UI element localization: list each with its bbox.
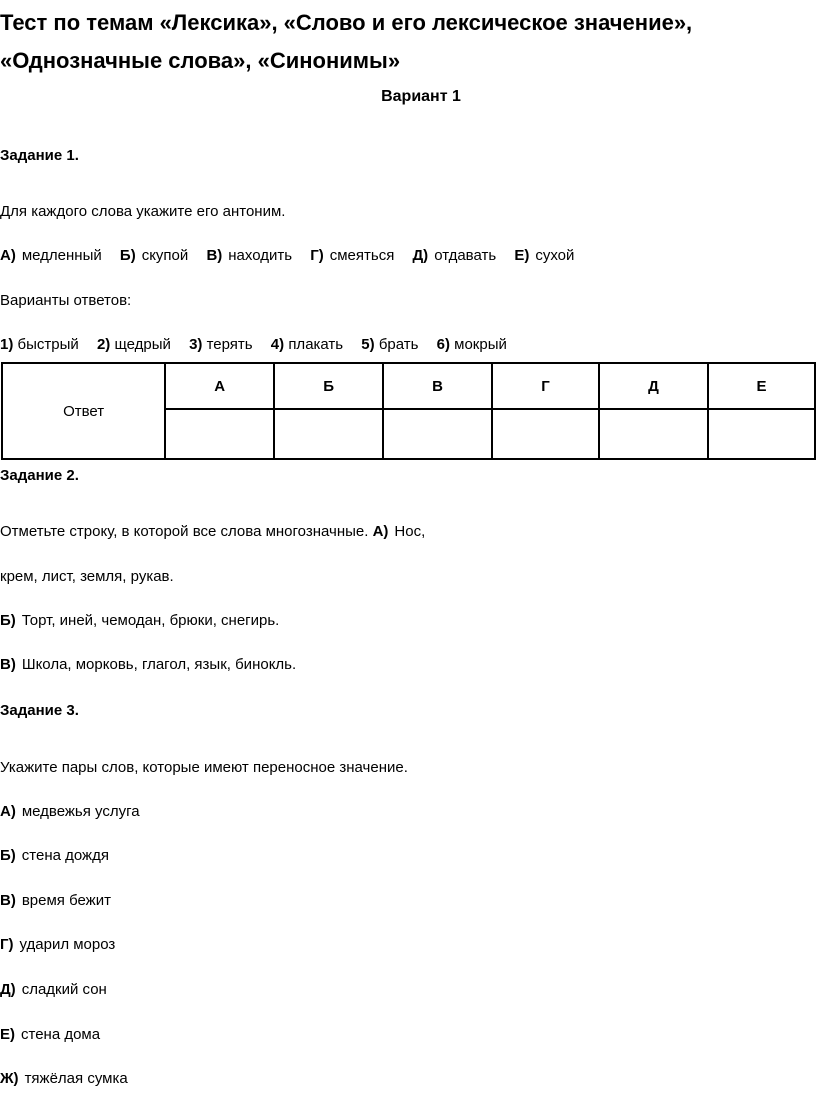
task3-item: Ж) тяжёлая сумка (0, 1070, 128, 1087)
task2-option-a-cont: крем, лист, земля, рукав. (0, 568, 174, 585)
task3-item: Д) сладкий сон (0, 981, 107, 998)
answer-cell[interactable] (274, 409, 383, 459)
word-option: Б) скупой (119, 247, 189, 264)
variant-heading: Вариант 1 (381, 88, 461, 105)
answer-table (1, 362, 816, 460)
task3-item: А) медвежья услуга (0, 803, 140, 820)
task1-answers (0, 335, 521, 355)
answer-cell[interactable] (383, 409, 492, 459)
task1-words (0, 246, 588, 266)
task3-item: Е) стена дома (0, 1026, 101, 1043)
task3-heading: Задание 3. (0, 702, 79, 719)
task2-instruction-line: Отметьте строку, в которой все слова многозначные. А) Нос, (0, 523, 426, 540)
task1-heading: Задание 1. (0, 147, 79, 164)
word-option: Е) сухой (514, 247, 575, 264)
word-option: В) находить (206, 247, 293, 264)
answer-cell[interactable] (708, 409, 815, 459)
task2-option-c: В) Школа, морковь, глагол, язык, бинокль. (0, 656, 297, 673)
answer-option: 3) терять (189, 336, 253, 353)
column-header: А (165, 363, 274, 409)
answer-option: 1) быстрый (0, 336, 79, 353)
task3-instruction: Укажите пары слов, которые имеют переносное значение. (0, 759, 408, 776)
task3-item: Б) стена дождя (0, 847, 109, 864)
answer-row-label: Ответ (2, 363, 165, 459)
task3-item: В) время бежит (0, 892, 111, 909)
answer-option: 2) щедрый (96, 336, 171, 353)
answer-option: 6) мокрый (436, 336, 507, 353)
task1-instruction: Для каждого слова укажите его антоним. (0, 203, 286, 220)
answer-option: 4) плакать (270, 336, 344, 353)
page-title: Тест по темам «Лексика», «Слово и его лексическое значение», «Однозначные слова», «Синонимы» (0, 10, 693, 73)
answers-label: Варианты ответов: (0, 292, 132, 309)
word-option: А) медленный (0, 247, 102, 264)
word-option: Г) смеяться (310, 247, 395, 264)
task2-heading: Задание 2. (0, 467, 79, 484)
column-header: В (383, 363, 492, 409)
answer-option: 5) брать (361, 336, 419, 353)
task3-item: Г) ударил мороз (0, 936, 116, 953)
answer-cell[interactable] (599, 409, 708, 459)
column-header: Г (492, 363, 599, 409)
column-header: Е (708, 363, 815, 409)
answer-cell[interactable] (165, 409, 274, 459)
answer-cell[interactable] (492, 409, 599, 459)
task2-option-b: Б) Торт, иней, чемодан, брюки, снегирь. (0, 612, 280, 629)
column-header: Д (599, 363, 708, 409)
column-header: Б (274, 363, 383, 409)
word-option: Д) отдавать (412, 247, 497, 264)
